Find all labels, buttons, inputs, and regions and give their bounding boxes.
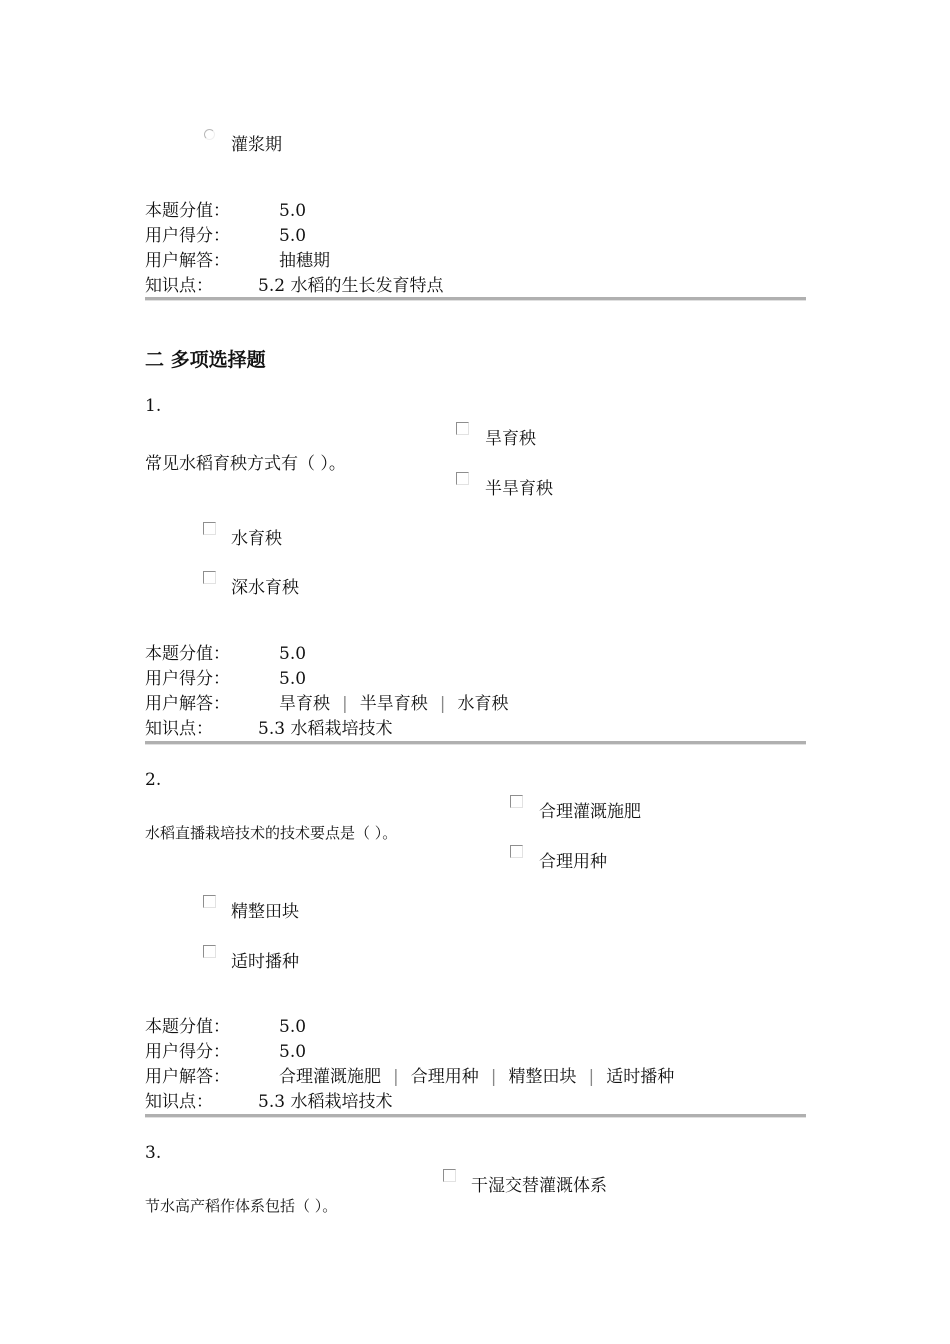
- user-score-value: 5.0: [279, 1042, 307, 1062]
- user-score-label: 用户得分：: [145, 669, 230, 689]
- score-label: 本题分值：: [145, 644, 230, 664]
- answer-list: [279, 1065, 674, 1090]
- score-value: 5.0: [279, 644, 307, 664]
- kp-value: 5.2 水稻的生长发育特点: [258, 276, 444, 296]
- checkbox-option-1[interactable]: [456, 422, 469, 435]
- option-label: 深水育秧: [231, 578, 299, 598]
- answer-separator: |: [490, 1067, 497, 1087]
- answer-separator: |: [342, 694, 348, 714]
- option-label: 半旱育秧: [485, 479, 553, 499]
- user-score-label: 用户得分：: [145, 1042, 230, 1062]
- answer-list: [279, 692, 508, 717]
- option-label: 干湿交替灌溉体系: [471, 1176, 607, 1196]
- kp-value: 5.3 水稻栽培技术: [258, 719, 393, 739]
- answer-item: 水育秧: [457, 694, 509, 714]
- question-text: 常见水稻育秧方式有（ ）。: [145, 454, 346, 474]
- question-number: 2.: [145, 770, 162, 790]
- option-label: 合理灌溉施肥: [539, 802, 641, 822]
- checkbox-option-1[interactable]: [510, 795, 523, 808]
- question-number: 1.: [145, 396, 162, 416]
- option-label: 精整田块: [231, 902, 299, 922]
- answer-label: 用户解答：: [145, 694, 230, 714]
- question-number: 3.: [145, 1143, 162, 1163]
- user-score-value: 5.0: [279, 226, 307, 246]
- question-text: 水稻直播栽培技术的技术要点是（ ）。: [145, 824, 398, 842]
- checkbox-option-2[interactable]: [456, 472, 469, 485]
- checkbox-option-3[interactable]: [203, 895, 216, 908]
- kp-label: 知识点：: [145, 719, 213, 739]
- answer-label: 用户解答：: [145, 251, 230, 271]
- answer-separator: |: [439, 694, 446, 714]
- kp-label: 知识点：: [145, 276, 213, 296]
- answer-item: 精整田块: [508, 1067, 577, 1087]
- kp-value: 5.3 水稻栽培技术: [258, 1092, 393, 1112]
- option-label: 旱育秧: [485, 429, 536, 449]
- option-label: 适时播种: [231, 952, 299, 972]
- kp-label: 知识点：: [145, 1092, 213, 1112]
- option-label: 水育秧: [231, 529, 282, 549]
- user-score-label: 用户得分：: [145, 226, 230, 246]
- section-title: 二 多项选择题: [145, 349, 266, 371]
- divider: [145, 1114, 806, 1118]
- checkbox-option-4[interactable]: [203, 945, 216, 958]
- option-label: 灌浆期: [231, 135, 282, 155]
- score-value: 5.0: [279, 1017, 307, 1037]
- answer-separator: |: [393, 1067, 399, 1087]
- divider: [145, 741, 806, 745]
- checkbox-option-3[interactable]: [203, 522, 216, 535]
- score-value: 5.0: [279, 201, 307, 221]
- user-score-value: 5.0: [279, 669, 307, 689]
- answer-label: 用户解答：: [145, 1067, 230, 1087]
- score-label: 本题分值：: [145, 1017, 230, 1037]
- option-label: 合理用种: [539, 852, 607, 872]
- answer-item: 旱育秧: [279, 694, 330, 714]
- radio-option-guanjiangqi[interactable]: [204, 129, 215, 140]
- answer-item: 适时播种: [606, 1067, 675, 1087]
- answer-separator: |: [588, 1067, 595, 1087]
- answer-item: 半旱育秧: [359, 694, 428, 714]
- answer-item: 合理灌溉施肥: [279, 1067, 381, 1087]
- divider: [145, 297, 806, 301]
- checkbox-option-1[interactable]: [443, 1169, 456, 1182]
- answer-value: 抽穗期: [279, 251, 330, 271]
- answer-item: 合理用种: [410, 1067, 479, 1087]
- score-label: 本题分值：: [145, 201, 230, 221]
- checkbox-option-4[interactable]: [203, 571, 216, 584]
- question-text: 节水高产稻作体系包括（ ）。: [145, 1197, 338, 1215]
- checkbox-option-2[interactable]: [510, 845, 523, 858]
